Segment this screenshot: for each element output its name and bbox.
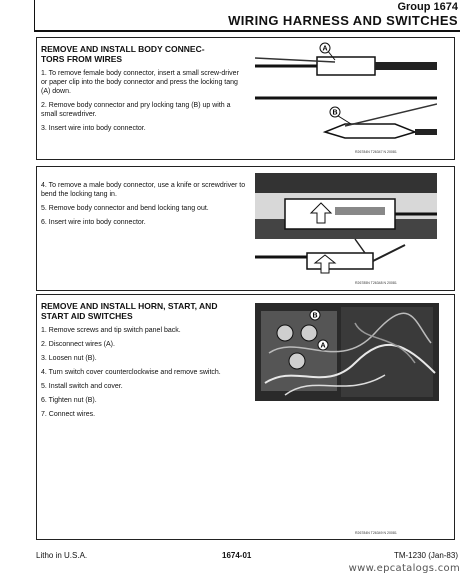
step-item: 2. Disconnect wires (A). — [41, 341, 115, 348]
callout-b-bottom: B — [312, 312, 318, 320]
figure-code: R26785N T26348 N 20081 — [355, 281, 397, 285]
step-item: 3. Insert wire into body connector. — [41, 125, 146, 132]
section-title-line2: TORS FROM WIRES — [41, 54, 123, 64]
step-item: 4. Turn switch cover counterclockwise and remove switch. — [41, 369, 221, 376]
step-item: 4. To remove a male body connector, use a knife or screwdriver to bend the locking tang in. — [41, 182, 246, 198]
figure-male-connector — [255, 173, 437, 277]
connector-illustration — [255, 173, 437, 277]
step-item: 6. Tighten nut (B). — [41, 397, 97, 404]
callout-b-top: B — [332, 109, 338, 117]
section-body-connectors — [36, 37, 455, 160]
watermark-url: www.epcatalogs.com — [348, 563, 460, 574]
header-rule — [34, 30, 460, 32]
step-item: 6. Insert wire into body connector. — [41, 219, 146, 226]
step-item: 5. Install switch and cover. — [41, 383, 123, 390]
step-item: 7. Connect wires. — [41, 411, 96, 418]
figure-switch-panel — [255, 303, 439, 401]
step-item: 3. Loosen nut (B). — [41, 355, 97, 362]
step-item: 5. Remove body connector and bend locking tang out. — [41, 205, 209, 212]
group-number: Group 1674 — [397, 1, 458, 13]
section-horn-start-switches — [36, 294, 455, 540]
figure-code: R26784N T26349 N 20081 — [355, 531, 397, 535]
callout-a-bottom: A — [320, 342, 326, 350]
header-vertical-rule — [34, 0, 35, 31]
footer-litho: Litho in U.S.A. — [36, 551, 88, 560]
section-text — [41, 42, 247, 138]
section-male-connector — [36, 166, 455, 291]
section-text — [41, 181, 249, 232]
connector-illustration — [255, 40, 437, 144]
figure-code: R26784N T26347 N 20081 — [355, 150, 397, 154]
section-title-line2: START AID SWITCHES — [41, 311, 133, 321]
section-text — [41, 299, 247, 424]
section-title — [41, 44, 247, 64]
switch-panel-photo — [255, 303, 439, 401]
figure-female-connector — [255, 40, 437, 144]
section-title-line1: REMOVE AND INSTALL HORN, START, AND — [41, 301, 218, 311]
callout-a-top: A — [322, 45, 328, 53]
step-item: 1. To remove female body connector, insert a small screw-driver or paper clip into the body connector and press the locking tang (A) down. — [41, 70, 239, 95]
section-title-line1: REMOVE AND INSTALL BODY CONNEC- — [41, 44, 205, 54]
section-title — [41, 301, 247, 321]
step-item: 1. Remove screws and tip switch panel back. — [41, 327, 181, 334]
step-item: 2. Remove body connector and pry locking tang (B) up with a small screwdriver. — [41, 102, 231, 118]
page-title: WIRING HARNESS AND SWITCHES — [228, 13, 458, 28]
footer-page-number: 1674-01 — [222, 551, 252, 560]
footer-manual-id: TM-1230 (Jan-83) — [393, 551, 458, 560]
